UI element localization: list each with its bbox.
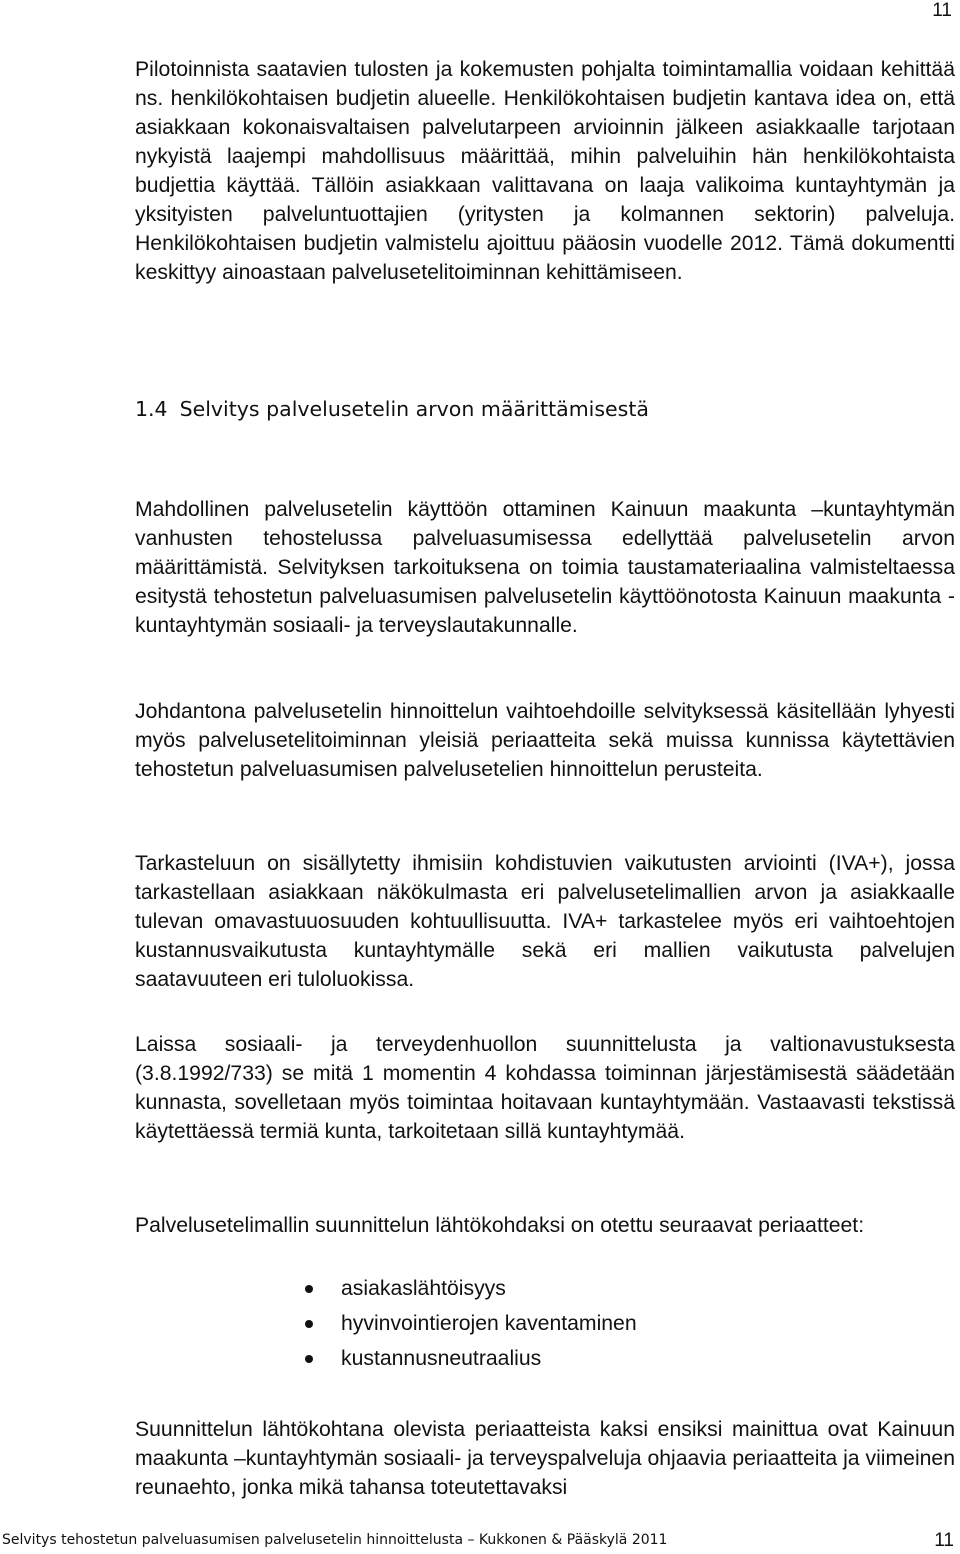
paragraph-block <box>135 495 955 640</box>
paragraph-conclusion: Suunnittelun lähtökohtana olevista periaatteista kaksi ensiksi mainittua ovat Kainuun maakunta –kuntayhtymän sosiaali- ja terveyspalveluja ohjaavia periaatteita ja viimeinen reunaehto, jonka mikä tahansa toteutettavaksi <box>135 1418 955 1499</box>
list-item-text: hyvinvointierojen kaventaminen <box>341 1312 637 1335</box>
list-item-text: kustannusneutraalius <box>341 1347 542 1370</box>
paragraph-block <box>135 697 955 784</box>
page-content <box>135 55 955 1499</box>
list-item <box>135 1341 955 1376</box>
footer-text: Selvitys tehostetun palveluasumisen palvelusetelin hinnoittelusta – Kukkonen & Pääskylä 2011 <box>2 1532 668 1548</box>
section-title: Selvitys palvelusetelin arvon määrittämisestä <box>179 397 649 421</box>
paragraph-introduction: Johdantona palvelusetelin hinnoittelun vaihtoehdoille selvityksessä käsitellään lyhyesti myös palvelusetelitoiminnan yleisiä periaatteita sekä muissa kunnissa käytettävien tehostetun palveluasumisen palvelusetelien hinnoittelun perusteita. <box>135 700 955 781</box>
paragraph-block <box>135 1415 955 1502</box>
bullet-icon <box>305 1285 313 1293</box>
bullet-icon <box>305 1355 313 1363</box>
section-heading <box>135 395 649 423</box>
footer-page-number: 11 <box>934 1530 954 1551</box>
page-footer <box>0 1530 960 1554</box>
page-number-top: 11 <box>932 0 952 21</box>
paragraph-block <box>135 849 955 994</box>
paragraph-principles: Palvelusetelimallin suunnittelun lähtökohdaksi on otettu seuraavat periaatteet: <box>135 1214 865 1237</box>
paragraph-intro: Pilotoinnista saatavien tulosten ja kokemusten pohjalta toimintamallia voidaan kehittää ns. henkilökohtaisen budjetin alueelle. Henkilökohtaisen budjetin kantava idea on, että asiakkaan kokonaisvaltaisen palvelutarpeen arvioinnin jälkeen asiakkaalle tarjotaan nykyistä laajempi mahdollisuus määrittää, mihin palveluihin hän henkilökohtaista budjettia käyttää. Tällöin asiakkaan valittavana on laaja valikoima kuntayhtymän ja yksityisten palveluntuottajien (yritysten ja kolmannen sektorin) palveluja. Henkilökohtaisen budjetin valmistelu ajoittuu pääosin vuodelle 2012. Tämä dokumentti keskittyy ainoastaan palvelusetelitoiminnan kehittämiseen. <box>135 58 955 284</box>
list-item <box>135 1271 955 1306</box>
paragraph-block <box>135 1211 955 1240</box>
paragraph-block <box>135 1030 955 1146</box>
paragraph-purpose: Mahdollinen palvelusetelin käyttöön ottaminen Kainuun maakunta –kuntayhtymän vanhusten tehostelussa palveluasumisessa edellyttää palvelusetelin arvon määrittämistä. Selvityksen tarkoituksena on toimia taustamateriaalina valmisteltaessa esitystä tehostetun palveluasumisen palvelusetelin käyttöönotosta Kainuun maakunta -kuntayhtymän sosiaali- ja terveyslautakunnalle. <box>135 498 955 637</box>
paragraph-law: Laissa sosiaali- ja terveydenhuollon suunnittelusta ja valtionavustuksesta (3.8.1992/733) se mitä 1 momentin 4 kohdassa toiminnan järjestämisestä säädetään kunnasta, sovelletaan myös toimintaa hoitavaan kuntayhtymään. Vastaavasti tekstissä käytettäessä termiä kunta, tarkoitetaan sillä kuntayhtymää. <box>135 1033 955 1143</box>
list-item-text: asiakaslähtöisyys <box>341 1277 506 1300</box>
list-item <box>135 1306 955 1341</box>
paragraph-assessment: Tarkasteluun on sisällytetty ihmisiin kohdistuvien vaikutusten arviointi (IVA+), jossa tarkastellaan asiakkaan näkökulmasta eri palvelusetelimallien arvon ja asiakkaalle tulevan omavastuuosuuden kohtuullisuutta. IVA+ tarkastelee myös eri vaihtoehtojen kustannusvaikutusta kuntayhtymälle sekä eri mallien vaikutusta palvelujen saatavuuteen eri tuloluokissa. <box>135 852 955 991</box>
bullet-icon <box>305 1320 313 1328</box>
principles-list <box>135 1271 955 1376</box>
section-number: 1.4 <box>135 397 168 421</box>
